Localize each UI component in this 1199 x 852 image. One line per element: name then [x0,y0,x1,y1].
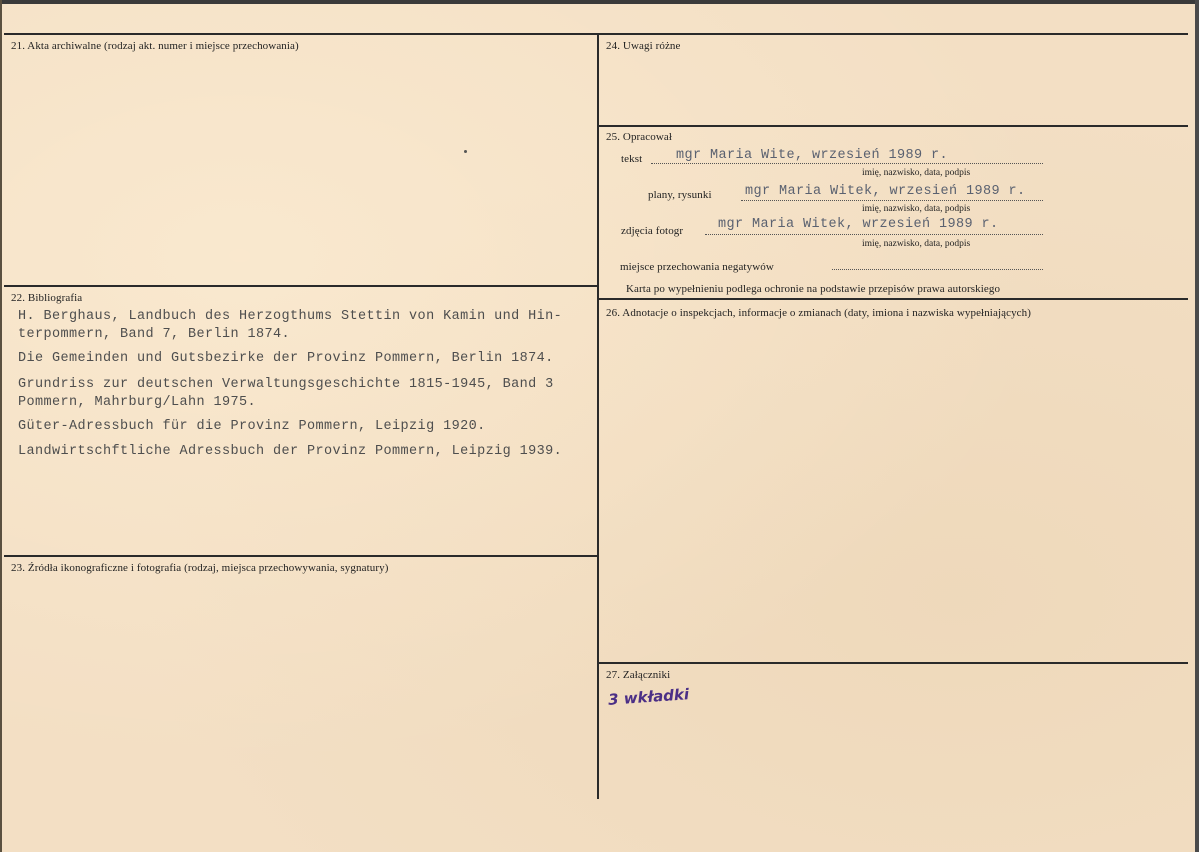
drawings-author-value: mgr Maria Witek, wrzesień 1989 r. [745,184,1026,199]
rule-26-27 [597,662,1188,664]
bibliography-line: H. Berghaus, Landbuch des Herzogthums Stettin von Kamin und Hin- [18,309,563,324]
bibliography-line: terpommern, Band 7, Berlin 1874. [18,327,291,342]
drawings-author-label: plany, rysunki [648,189,712,201]
bibliography-line: Landwirtschftliche Adressbuch der Provinz Pommern, Leipzig 1939. [18,444,563,459]
center-divider [597,33,599,799]
rule-24-25 [597,125,1188,127]
photos-author-value: mgr Maria Witek, wrzesień 1989 r. [718,217,999,232]
section-23-label: 23. Źródła ikonograficzne i fotografia (rodzaj, miejsca przechowywania, sygnatury) [11,562,389,574]
drawings-author-hint: imię, nazwisko, data, podpis [862,204,971,214]
bibliography-line: Grundriss zur deutschen Verwaltungsgeschichte 1815-1945, Band 3 [18,377,554,392]
photos-author-label: zdjęcia fotogr [621,225,684,237]
rule-22-23 [4,555,597,557]
drawings-author-line [741,200,1043,201]
photos-author-hint: imię, nazwisko, data, podpis [862,239,971,249]
top-edge [0,0,1199,4]
copyright-note: Karta po wypełnieniu podlega ochronie na podstawie przepisów prawa autorskiego [626,283,1001,295]
rule-21-22 [4,285,597,287]
rule-25-26 [597,298,1188,300]
top-rule [4,33,1188,35]
attachments-handwritten-note: 3 wkładki [607,685,690,709]
text-author-label: tekst [621,153,643,165]
section-26-label: 26. Adnotacje o inspekcjach, informacje o zmianach (daty, imiona i nazwiska wypełniających) [606,307,1032,319]
text-author-value: mgr Maria Wite, wrzesień 1989 r. [676,148,949,163]
section-27-label: 27. Załączniki [606,669,671,681]
text-author-line [651,163,1043,164]
right-edge [1195,0,1199,852]
section-25-label: 25. Opracował [606,131,673,143]
section-24-label: 24. Uwagi różne [606,40,681,52]
section-22-label: 22. Bibliografia [11,292,83,304]
negatives-line [832,269,1043,270]
text-author-hint: imię, nazwisko, data, podpis [862,168,971,178]
negatives-label: miejsce przechowania negatywów [620,261,774,273]
bibliography-line: Die Gemeinden und Gutsbezirke der Provinz Pommern, Berlin 1874. [18,351,554,366]
ink-speck [464,150,467,153]
bibliography-line: Pommern, Mahrburg/Lahn 1975. [18,395,257,410]
photos-author-line [705,234,1043,235]
section-21-label: 21. Akta archiwalne (rodzaj akt. numer i miejsce przechowania) [11,40,299,52]
bibliography-line: Güter-Adressbuch für die Provinz Pommern, Leipzig 1920. [18,419,486,434]
left-edge [0,0,2,852]
